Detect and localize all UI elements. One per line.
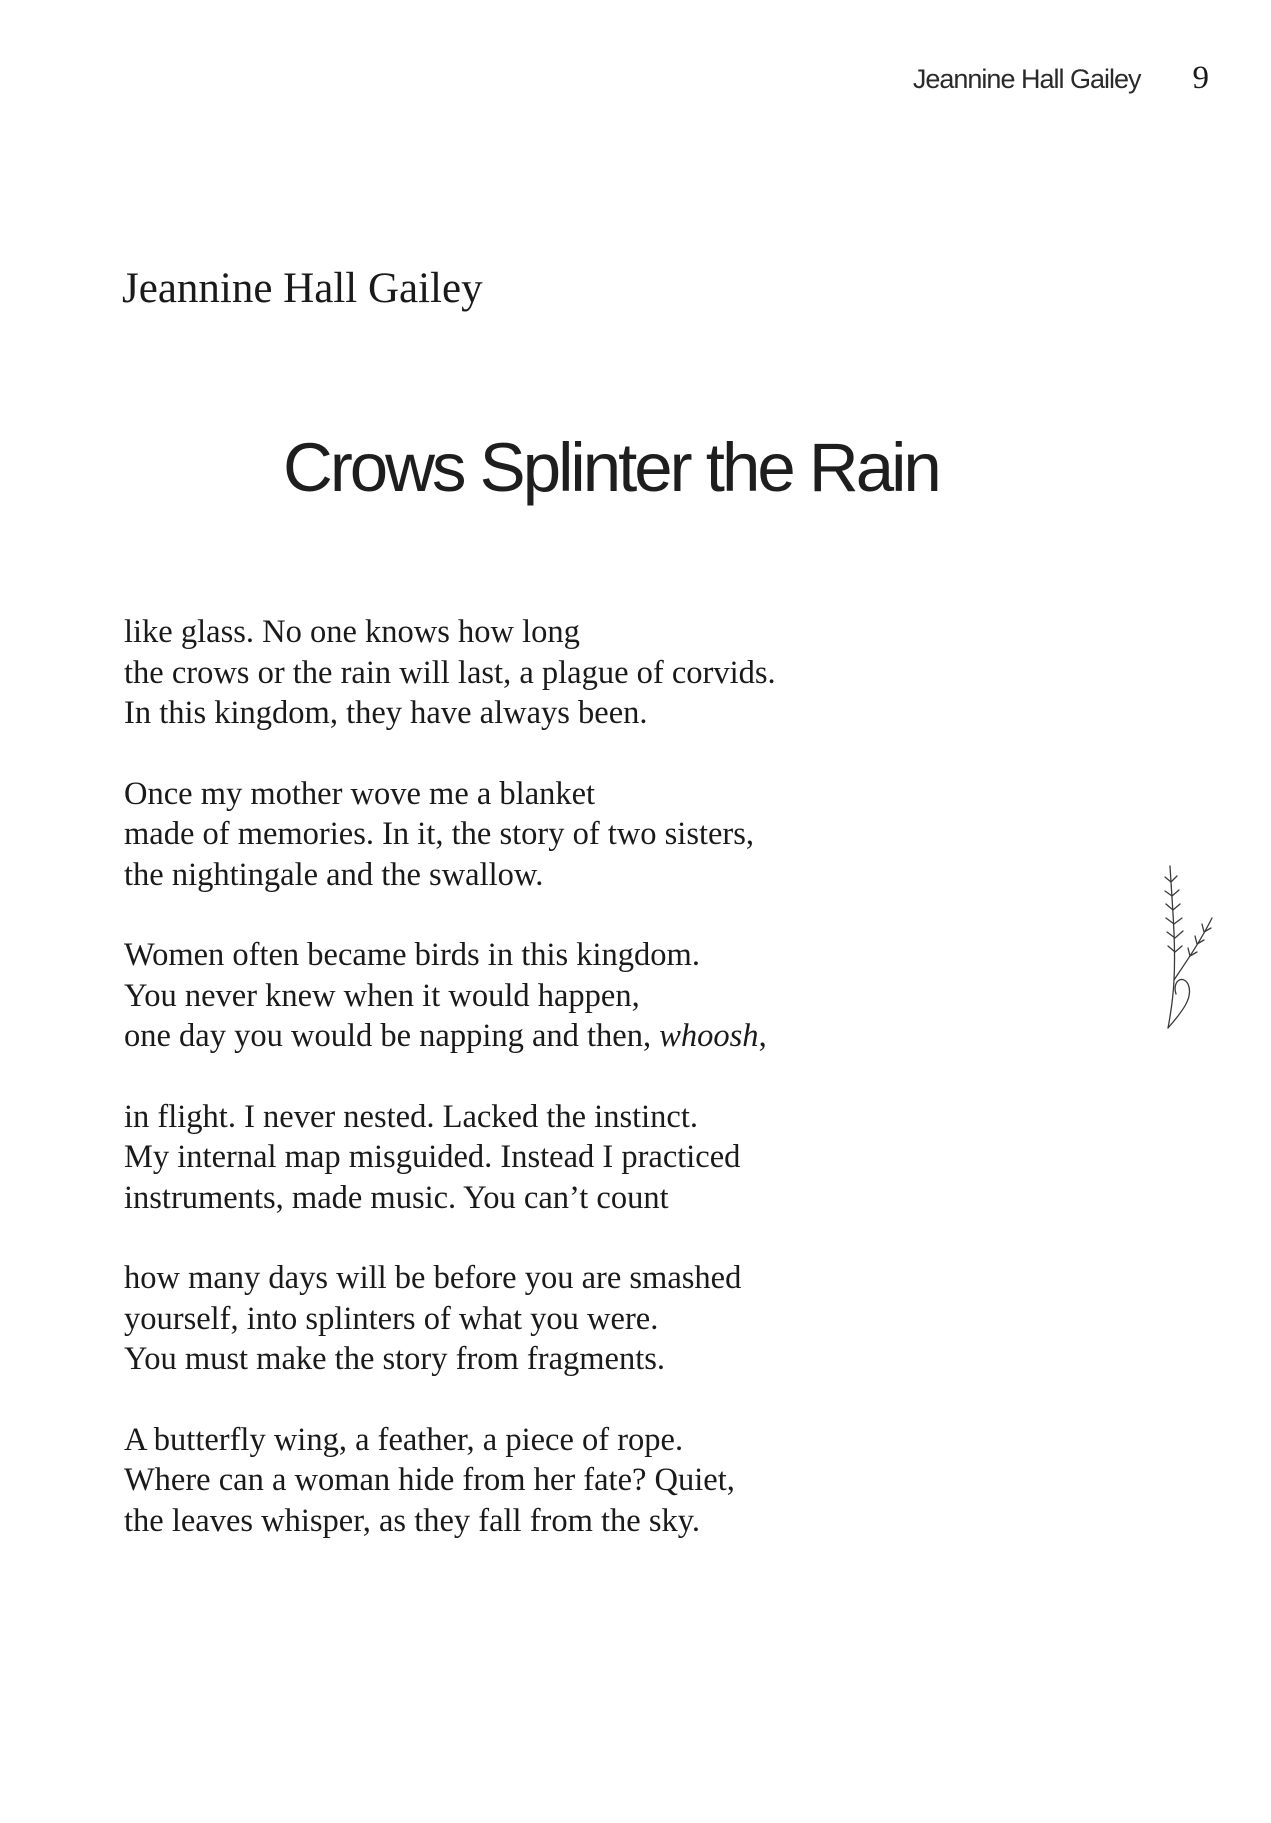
poem-line-punctuation: , bbox=[758, 1018, 767, 1054]
poem-line: made of memories. In it, the story of two sisters, bbox=[124, 816, 755, 852]
poem-line: You never knew when it would happen, bbox=[124, 977, 640, 1014]
poem-line: in flight. I never nested. Lacked the instinct. bbox=[124, 1098, 698, 1135]
poem-line-italic-word: whoosh bbox=[659, 1018, 759, 1054]
poem-line bbox=[124, 1016, 944, 1057]
poem-line: yourself, into splinters of what you were. bbox=[124, 1300, 659, 1337]
stanza bbox=[124, 1097, 944, 1219]
poem-line: In this kingdom, they have always been. bbox=[124, 695, 648, 731]
running-header-author: Jeannine Hall Gailey bbox=[912, 64, 1141, 94]
poem-line: My internal map misguided. Instead I practiced bbox=[124, 1139, 741, 1175]
poem-line: You must make the story from fragments. bbox=[124, 1341, 666, 1377]
running-header bbox=[913, 60, 1209, 97]
stanza bbox=[124, 1420, 944, 1542]
poem-line: how many days will be before you are smashed bbox=[124, 1260, 742, 1296]
poem-title: Crows Splinter the Rain bbox=[283, 429, 939, 506]
stanza bbox=[124, 774, 944, 896]
stanza bbox=[124, 612, 944, 734]
poem-line: Where can a woman hide from her fate? Quiet, bbox=[124, 1462, 735, 1498]
grass-sprig-icon bbox=[1152, 862, 1222, 1032]
poem-line: like glass. No one knows how long bbox=[124, 614, 580, 650]
poem-line: the crows or the rain will last, a plague of corvids. bbox=[124, 654, 776, 691]
poem-line-text: one day you would be napping and then, bbox=[124, 1018, 660, 1054]
stanza bbox=[124, 935, 944, 1057]
poem-line: instruments, made music. You can’t count bbox=[124, 1179, 669, 1216]
poem-line: A butterfly wing, a feather, a piece of rope. bbox=[124, 1421, 684, 1458]
poem-line: the leaves whisper, as they fall from the sky. bbox=[124, 1502, 701, 1539]
poem-line: the nightingale and the swallow. bbox=[124, 856, 544, 893]
stanza bbox=[124, 1258, 944, 1380]
poem-line: Once my mother wove me a blanket bbox=[124, 775, 596, 812]
author-heading: Jeannine Hall Gailey bbox=[122, 265, 483, 312]
page-number: 9 bbox=[1192, 60, 1209, 96]
poem-line: Women often became birds in this kingdom. bbox=[124, 937, 700, 973]
poem-body bbox=[124, 612, 944, 1581]
